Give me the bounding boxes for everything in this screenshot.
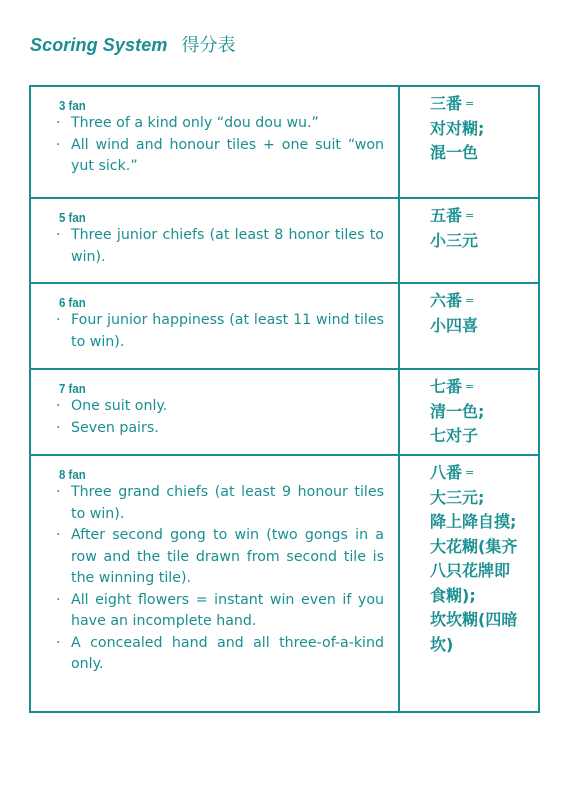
rule-list — [56, 396, 384, 439]
rule-text: A concealed hand and all three-of-a-kind only. — [71, 634, 384, 672]
chinese-line — [430, 608, 530, 633]
bullet-icon: · — [56, 398, 61, 414]
chinese-line-text: 六番 — [430, 291, 463, 310]
chinese-line-text: 大花糊(集齐 — [430, 536, 518, 556]
list-item — [56, 135, 384, 178]
bullet-icon: · — [56, 136, 61, 153]
rules-cell — [31, 87, 400, 197]
list-item — [56, 113, 384, 135]
bullet-icon: · — [56, 312, 61, 328]
fan-label: 8 fan — [59, 467, 86, 482]
chinese-line-text: 食糊); — [430, 585, 476, 605]
table-row — [31, 87, 538, 199]
chinese-line — [430, 117, 530, 142]
chinese-line-text: 小三元 — [430, 230, 479, 250]
bullet-icon: · — [56, 591, 61, 608]
rule-text: All wind and honour tiles + one suit “won yut sick.” — [71, 136, 384, 174]
bullet-icon: · — [56, 484, 61, 500]
rule-list — [56, 225, 384, 268]
list-item — [56, 482, 384, 525]
chinese-line — [430, 229, 530, 254]
chinese-line-text: 大三元; — [430, 487, 485, 507]
list-item — [56, 310, 384, 353]
equals-sign: = — [465, 466, 475, 479]
rule-text: One suit only. — [71, 398, 168, 414]
chinese-cell — [400, 284, 538, 368]
chinese-line-text: 混一色 — [430, 143, 479, 162]
rule-text: Seven pairs. — [71, 419, 159, 436]
chinese-line-text: 坎) — [430, 634, 454, 654]
fan-label: 6 fan — [59, 295, 86, 310]
rule-list — [56, 482, 384, 676]
chinese-cell — [400, 370, 538, 454]
chinese-line-text: 八番 — [430, 463, 463, 482]
chinese-line-text: 三番 — [430, 94, 463, 113]
bullet-icon: · — [56, 115, 61, 131]
chinese-line — [430, 461, 530, 486]
chinese-cell — [400, 87, 538, 197]
table-row — [31, 199, 538, 284]
rules-cell — [31, 284, 400, 368]
chinese-line-text: 坎坎糊(四暗 — [430, 610, 518, 629]
scoring-table — [29, 85, 540, 713]
chinese-line — [430, 289, 530, 314]
rules-cell — [31, 199, 400, 282]
list-item — [56, 633, 384, 676]
table-row — [31, 284, 538, 370]
chinese-line-text: 对对糊; — [430, 118, 485, 138]
rules-cell — [31, 370, 400, 454]
rule-text: Three grand chiefs (at least 9 honour tiles to win). — [71, 484, 384, 522]
list-item — [56, 525, 384, 590]
list-item — [56, 396, 384, 418]
rule-text: Three of a kind only “dou dou wu.” — [71, 115, 319, 131]
chinese-line — [430, 510, 530, 535]
chinese-line — [430, 314, 530, 339]
title-english: Scoring System — [30, 35, 168, 55]
chinese-line — [430, 633, 530, 658]
chinese-line-text: 七对子 — [430, 426, 479, 445]
rules-cell — [31, 456, 400, 711]
chinese-text — [430, 289, 530, 338]
chinese-line-text: 八只花牌即 — [430, 561, 511, 580]
equals-sign: = — [465, 294, 475, 307]
chinese-cell — [400, 199, 538, 282]
rule-list — [56, 310, 384, 353]
chinese-text — [430, 461, 530, 657]
chinese-line — [430, 584, 530, 609]
fan-label: 5 fan — [59, 210, 86, 225]
table-row — [31, 370, 538, 456]
chinese-line — [430, 92, 530, 117]
table-row — [31, 456, 538, 711]
chinese-line — [430, 424, 530, 449]
chinese-cell — [400, 456, 538, 711]
chinese-line — [430, 535, 530, 560]
chinese-line — [430, 375, 530, 400]
chinese-line-text: 小四喜 — [430, 315, 479, 335]
bullet-icon: · — [56, 419, 61, 436]
list-item — [56, 418, 384, 440]
bullet-icon: · — [56, 527, 61, 543]
bullet-icon: · — [56, 227, 61, 243]
chinese-line — [430, 141, 530, 166]
chinese-text — [430, 92, 530, 166]
rule-text: Four junior happiness (at least 11 wind tiles to win). — [71, 312, 384, 350]
chinese-text — [430, 204, 530, 253]
rule-text: All eight flowers = instant win even if you have an incomplete hand. — [71, 591, 384, 629]
title-chinese: 得分表 — [181, 35, 236, 56]
chinese-line-text: 降上降自摸; — [430, 512, 517, 531]
fan-label: 3 fan — [59, 98, 86, 113]
rule-text: Three junior chiefs (at least 8 honor tiles to win). — [71, 227, 384, 265]
list-item — [56, 590, 384, 633]
page-title — [30, 31, 235, 57]
bullet-icon: · — [56, 634, 61, 651]
chinese-line-text: 五番 — [430, 206, 463, 225]
chinese-line — [430, 400, 530, 425]
chinese-line — [430, 559, 530, 584]
equals-sign: = — [465, 97, 475, 110]
rule-list — [56, 113, 384, 178]
fan-label: 7 fan — [59, 381, 86, 396]
equals-sign: = — [465, 209, 475, 222]
equals-sign: = — [465, 380, 475, 393]
chinese-line-text: 清一色; — [430, 401, 485, 421]
chinese-line — [430, 204, 530, 229]
chinese-line-text: 七番 — [430, 377, 463, 396]
list-item — [56, 225, 384, 268]
chinese-text — [430, 375, 530, 449]
rule-text: After second gong to win (two gongs in a row and the tile drawn from second tile is the winning tile). — [71, 527, 384, 586]
chinese-line — [430, 486, 530, 511]
